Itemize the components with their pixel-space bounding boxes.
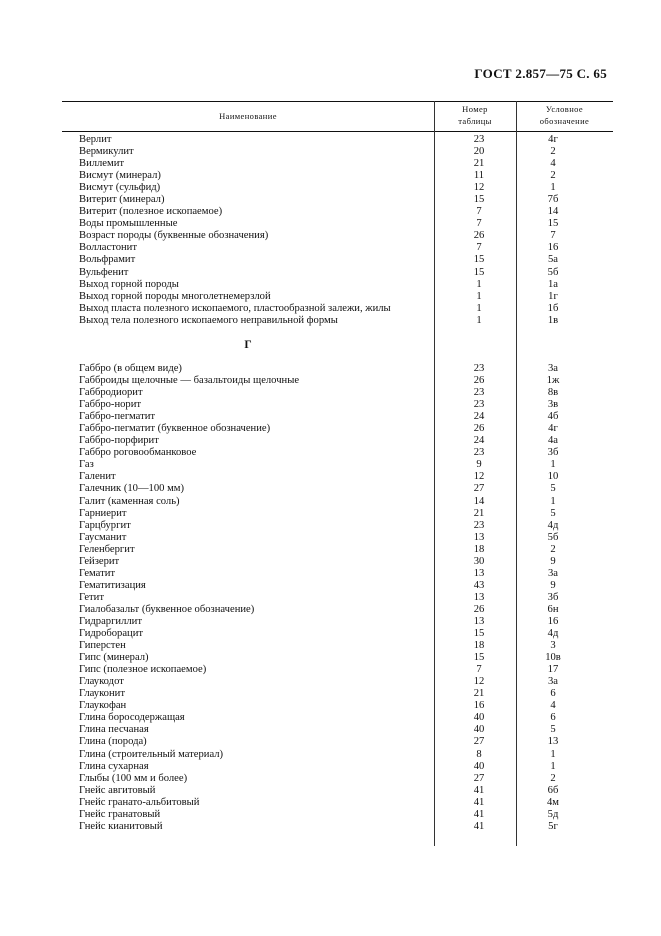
table-cell-name: Газ <box>79 459 94 471</box>
table-row <box>0 508 661 520</box>
table-cell-num: 26 <box>473 423 485 435</box>
table-cell-num: 18 <box>473 640 485 652</box>
table-cell-num: 40 <box>473 712 485 724</box>
table-row <box>0 664 661 676</box>
table-cell-sym: 3а <box>548 567 558 579</box>
table-cell-num: 13 <box>473 567 485 579</box>
table-cell-num: 13 <box>473 615 485 627</box>
table-cell-name: Гематит <box>79 567 116 579</box>
table-row <box>0 267 661 279</box>
table-row <box>0 170 661 182</box>
table-cell-num: 13 <box>473 591 485 603</box>
table-cell-sym: 1а <box>548 278 558 290</box>
table-cell-num: 15 <box>473 652 485 664</box>
table-row <box>0 712 661 724</box>
table-row <box>0 604 661 616</box>
table-header-rule <box>62 131 613 132</box>
table-cell-num: 23 <box>473 399 485 411</box>
table-cell-sym: 10в <box>545 652 561 664</box>
table-row <box>0 532 661 544</box>
table-cell-num: 26 <box>473 375 485 387</box>
table-cell-num: 11 <box>473 170 485 182</box>
table-cell-sym: 4а <box>548 435 558 447</box>
table-row <box>0 749 661 761</box>
table-row <box>0 628 661 640</box>
table-cell-sym: 16 <box>547 242 559 254</box>
table-cell-num: 7 <box>476 218 482 230</box>
table-row <box>0 399 661 411</box>
table-row <box>0 736 661 748</box>
table-cell-name: Галит (каменная соль) <box>79 495 180 507</box>
table-cell-name: Габбро-норит <box>79 399 142 411</box>
table-cell-num: 15 <box>473 194 485 206</box>
table-cell-sym: 8в <box>547 387 559 399</box>
table-cell-name: Вульфенит <box>79 266 129 278</box>
table-cell-sym: 5г <box>548 820 558 832</box>
table-cell-name: Витерит (полезное ископаемое) <box>79 206 223 218</box>
table-cell-num: 21 <box>473 688 485 700</box>
table-cell-num: 27 <box>473 483 485 495</box>
table-cell-name: Галенит <box>79 471 116 483</box>
table-row <box>0 182 661 194</box>
table-row <box>0 279 661 291</box>
table-cell-num: 12 <box>473 471 485 483</box>
table-cell-name: Виллемит <box>79 158 125 170</box>
table-cell-name: Габбродиорит <box>79 387 143 399</box>
table-cell-sym: 9 <box>550 579 556 591</box>
table-cell-name: Воды промышленные <box>79 218 178 230</box>
table-cell-sym: 1 <box>550 748 556 760</box>
table-row <box>0 435 661 447</box>
table-row <box>0 423 661 435</box>
table-cell-num: 24 <box>473 435 485 447</box>
table-row <box>0 785 661 797</box>
table-row <box>0 447 661 459</box>
table-cell-sym: 1 <box>550 760 556 772</box>
table-cell-sym: 6б <box>547 784 559 796</box>
table-cell-name: Галечник (10—100 мм) <box>79 483 185 495</box>
table-cell-sym: 10 <box>547 471 559 483</box>
table-cell-sym: 5 <box>550 507 556 519</box>
table-cell-num: 41 <box>473 784 485 796</box>
table-cell-num: 12 <box>473 676 485 688</box>
table-row <box>0 254 661 266</box>
table-cell-sym: 6н <box>547 603 559 615</box>
table-row <box>0 724 661 736</box>
table-row <box>0 230 661 242</box>
table-row <box>0 496 661 508</box>
table-cell-sym: 6 <box>550 712 556 724</box>
table-row <box>0 375 661 387</box>
table-cell-num: 15 <box>473 266 485 278</box>
table-row <box>0 303 661 315</box>
table-row <box>0 315 661 327</box>
table-cell-name: Гнейс гранатовый <box>79 808 161 820</box>
table-cell-num: 14 <box>473 495 485 507</box>
table-cell-num: 1 <box>476 314 482 326</box>
table-cell-name: Глина боросодержащая <box>79 712 185 724</box>
table-cell-name: Глина сухарная <box>79 760 149 772</box>
table-cell-name: Верлит <box>79 134 112 145</box>
table-cell-name: Выход пласта полезного ископаемого, пластообразной залежи, жилы <box>79 302 391 314</box>
table-cell-name: Висмут (минерал) <box>79 170 161 182</box>
table-cell-sym: 9 <box>550 555 556 567</box>
table-cell-num: 40 <box>473 760 485 772</box>
table-cell-name: Гнейс кианитовый <box>79 820 163 832</box>
table-cell-num: 15 <box>473 628 485 640</box>
table-cell-sym: 7б <box>547 194 559 206</box>
table-cell-name: Висмут (сульфид) <box>79 182 161 194</box>
table-cell-name: Выход тела полезного ископаемого неправильной формы <box>79 314 338 326</box>
table-row <box>0 592 661 604</box>
table-cell-name: Гнейс гранато-альбитовый <box>79 796 200 808</box>
table-cell-num: 7 <box>476 206 482 218</box>
table-row <box>0 640 661 652</box>
table-cell-num: 27 <box>473 772 485 784</box>
table-row <box>0 242 661 254</box>
table-cell-name: Гиалобазальт (буквенное обозначение) <box>79 603 255 615</box>
table-cell-sym: 1б <box>547 302 559 314</box>
table-cell-sym: 2 <box>550 170 556 182</box>
table-row <box>0 218 661 230</box>
table-cell-name: Выход горной породы <box>79 278 179 290</box>
table-row <box>0 520 661 532</box>
table-cell-name: Габброиды щелочные — базальтоиды щелочные <box>79 375 300 387</box>
table-cell-name: Гидроборацит <box>79 628 144 640</box>
table-row <box>0 134 661 146</box>
table-cell-sym: 4б <box>547 411 559 423</box>
table-body-g <box>0 363 661 833</box>
table-cell-sym: 16 <box>547 615 559 627</box>
table-cell-sym: 7 <box>550 230 556 242</box>
table-cell-sym: 13 <box>547 736 559 748</box>
table-cell-sym: 15 <box>547 218 559 230</box>
table-row <box>0 544 661 556</box>
table-row <box>0 206 661 218</box>
table-cell-num: 40 <box>473 724 485 736</box>
table-cell-name: Глауконит <box>79 688 125 700</box>
table-cell-num: 43 <box>473 579 485 591</box>
table-row <box>0 652 661 664</box>
table-cell-name: Глина (строительный материал) <box>79 748 224 760</box>
table-body-v <box>0 134 661 327</box>
table-cell-name: Гидраргиллит <box>79 615 142 627</box>
table-cell-num: 26 <box>473 230 485 242</box>
table-cell-name: Возраст породы (буквенные обозначения) <box>79 230 269 242</box>
table-row <box>0 700 661 712</box>
table-cell-name: Гнейс авгитовый <box>79 784 156 796</box>
table-cell-sym: 2 <box>550 772 556 784</box>
page-header: ГОСТ 2.857—75 С. 65 <box>474 66 607 81</box>
table-cell-name: Вермикулит <box>79 146 134 158</box>
table-cell-num: 1 <box>476 302 482 314</box>
column-header-name: Наименование <box>219 111 277 121</box>
table-row <box>0 688 661 700</box>
table-cell-sym: 4м <box>546 796 559 808</box>
table-cell-name: Гейзерит <box>79 555 120 567</box>
table-cell-sym: 6 <box>550 688 556 700</box>
table-cell-name: Глина (порода) <box>79 736 147 748</box>
table-cell-sym: 3а <box>548 676 558 688</box>
table-cell-name: Габбро роговообманковое <box>79 447 197 459</box>
table-cell-num: 23 <box>473 363 485 374</box>
table-cell-sym: 3б <box>547 591 559 603</box>
column-header-symbol-line2: обозначение <box>539 116 590 126</box>
table-cell-sym: 5б <box>547 531 559 543</box>
table-row <box>0 146 661 158</box>
table-cell-name: Витерит (минерал) <box>79 194 165 206</box>
table-cell-sym: 1в <box>547 314 559 326</box>
table-cell-num: 23 <box>473 387 485 399</box>
table-row <box>0 821 661 833</box>
table-cell-num: 23 <box>473 447 485 459</box>
table-cell-sym: 2 <box>550 146 556 158</box>
column-header-number <box>434 103 516 127</box>
table-cell-num: 7 <box>476 664 482 676</box>
table-cell-num: 30 <box>473 555 485 567</box>
table-row <box>0 580 661 592</box>
table-cell-sym: 2 <box>550 543 556 555</box>
table-cell-sym: 1г <box>548 290 558 302</box>
table-cell-name: Гематитизация <box>79 579 146 591</box>
table-row <box>0 568 661 580</box>
table-cell-sym: 14 <box>547 206 559 218</box>
table-cell-name: Габбро (в общем виде) <box>79 363 182 374</box>
section-letter-g: Г <box>244 339 252 351</box>
table-cell-name: Гиперстен <box>79 640 126 652</box>
table-cell-name: Гарниерит <box>79 507 127 519</box>
table-cell-name: Гаусманит <box>79 531 127 543</box>
table-cell-num: 20 <box>473 146 485 158</box>
table-cell-num: 23 <box>473 519 485 531</box>
table-cell-sym: 3б <box>547 447 559 459</box>
table-cell-num: 41 <box>473 820 485 832</box>
table-cell-name: Выход горной породы многолетнемерзлой <box>79 290 271 302</box>
table-cell-sym: 3в <box>547 399 559 411</box>
table-row <box>0 363 661 375</box>
table-cell-name: Волластонит <box>79 242 137 254</box>
table-cell-num: 16 <box>473 700 485 712</box>
column-header-symbol-line1: Условное <box>545 104 584 114</box>
table-cell-sym: 1 <box>550 459 556 471</box>
table-row <box>0 676 661 688</box>
table-cell-num: 12 <box>473 182 485 194</box>
table-cell-num: 18 <box>473 543 485 555</box>
table-top-rule <box>62 101 613 102</box>
table-cell-num: 7 <box>476 242 482 254</box>
table-cell-num: 21 <box>473 158 485 170</box>
table-row <box>0 387 661 399</box>
table-cell-num: 13 <box>473 531 485 543</box>
table-row <box>0 411 661 423</box>
table-row <box>0 483 661 495</box>
table-cell-num: 41 <box>473 796 485 808</box>
table-cell-num: 24 <box>473 411 485 423</box>
table-cell-name: Габбро-пегматит <box>79 411 156 423</box>
table-row <box>0 797 661 809</box>
table-row <box>0 471 661 483</box>
table-cell-name: Габбро-пегматит (буквенное обозначение) <box>79 423 271 435</box>
table-cell-name: Глина песчаная <box>79 724 149 736</box>
column-header-number-line2: таблицы <box>458 116 492 126</box>
table-cell-name: Вольфрамит <box>79 254 136 266</box>
table-cell-name: Глаукофан <box>79 700 127 712</box>
table-cell-num: 26 <box>473 603 485 615</box>
table-cell-name: Гипс (минерал) <box>79 652 149 664</box>
table-cell-sym: 5 <box>550 724 556 736</box>
table-cell-sym: 5 <box>550 483 556 495</box>
table-cell-name: Гарцбургит <box>79 519 131 531</box>
table-cell-num: 9 <box>476 459 482 471</box>
table-cell-sym: 1 <box>550 182 556 194</box>
table-row <box>0 773 661 785</box>
table-cell-sym: 5а <box>548 254 558 266</box>
table-cell-num: 15 <box>473 254 485 266</box>
table-cell-num: 21 <box>473 507 485 519</box>
table-row <box>0 556 661 568</box>
table-cell-name: Гетит <box>79 591 104 603</box>
table-cell-sym: 4г <box>548 423 558 435</box>
table-cell-num: 8 <box>476 748 482 760</box>
table-cell-sym: 1 <box>550 495 556 507</box>
table-cell-name: Глаукодот <box>79 676 124 688</box>
table-cell-name: Глыбы (100 мм и более) <box>79 772 188 784</box>
table-cell-sym: 4 <box>550 158 556 170</box>
table-cell-num: 41 <box>473 808 485 820</box>
table-cell-sym: 4г <box>548 134 558 145</box>
table-cell-num: 1 <box>476 278 482 290</box>
column-header-symbol <box>516 103 613 127</box>
table-row <box>0 158 661 170</box>
table-cell-name: Габбро-порфирит <box>79 435 159 447</box>
table-cell-num: 27 <box>473 736 485 748</box>
table-cell-sym: 3а <box>548 363 558 374</box>
table-cell-num: 1 <box>476 290 482 302</box>
table-cell-sym: 5б <box>547 266 559 278</box>
table-cell-sym: 17 <box>547 664 559 676</box>
table-cell-sym: 1ж <box>546 375 560 387</box>
table-row <box>0 809 661 821</box>
column-header-number-line1: Номер <box>462 104 488 114</box>
table-cell-sym: 4д <box>547 628 559 640</box>
table-cell-sym: 4д <box>547 519 559 531</box>
table-row <box>0 761 661 773</box>
table-cell-sym: 5д <box>547 808 559 820</box>
table-cell-num: 23 <box>473 134 485 145</box>
table-row <box>0 291 661 303</box>
table-cell-sym: 4 <box>550 700 556 712</box>
table-row <box>0 194 661 206</box>
table-cell-sym: 3 <box>550 640 556 652</box>
table-cell-name: Гипс (полезное ископаемое) <box>79 664 207 676</box>
table-row <box>0 459 661 471</box>
table-cell-name: Геленбергит <box>79 543 135 555</box>
table-row <box>0 616 661 628</box>
